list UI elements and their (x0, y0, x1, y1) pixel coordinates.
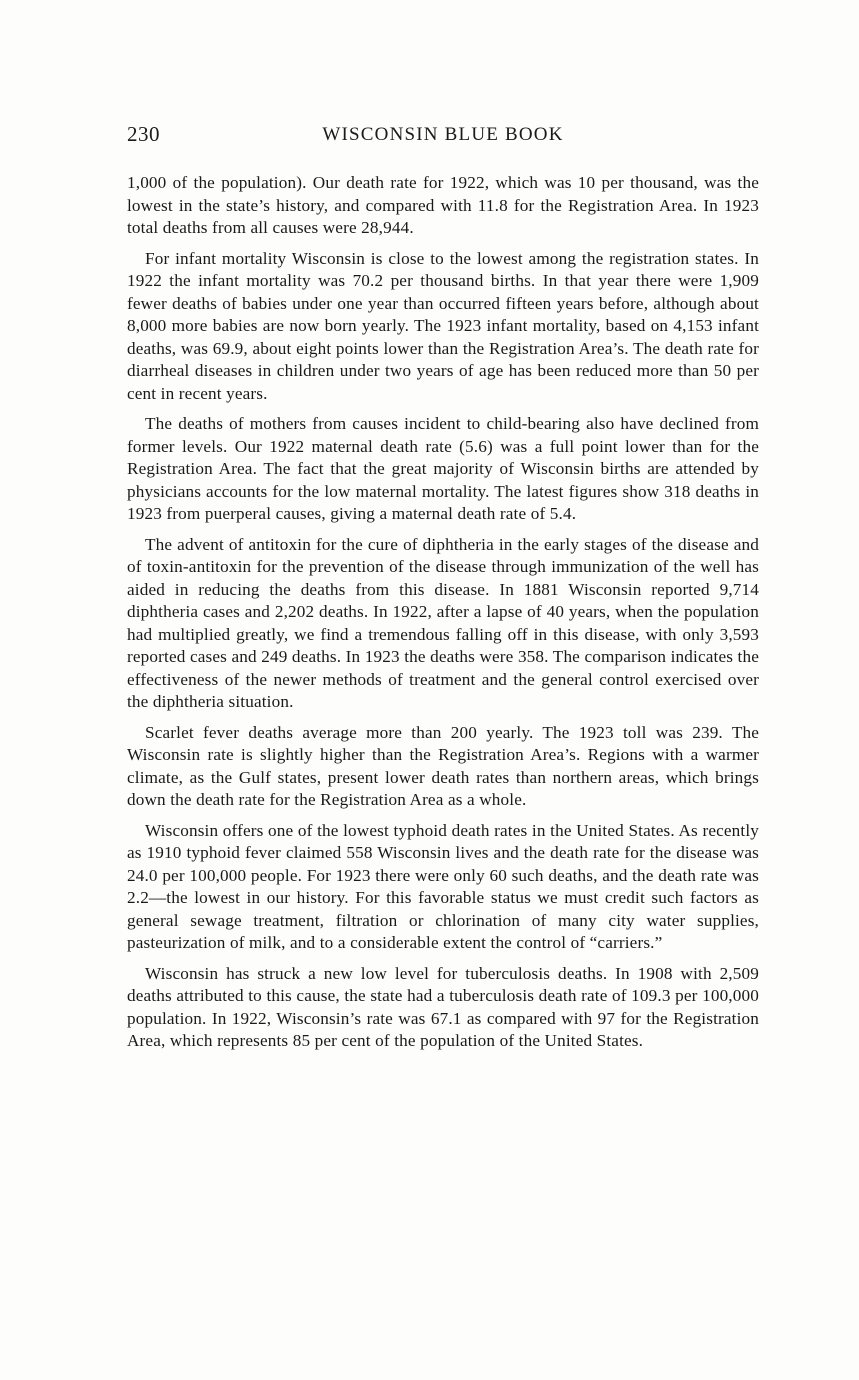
body-text (127, 172, 759, 1061)
page-number: 230 (127, 122, 160, 146)
book-title: WISCONSIN BLUE BOOK (322, 124, 564, 145)
paragraph-infant-mortality: For infant mortality Wisconsin is close to the lowest among the registration states. In 1922 the infant mortality was 70.2 per thousand births. In that year there were 1,909 fewer deaths of babies under one year than occurred fifteen years before, although about 8,000 more babies are now born yearly. The 1923 infant mortality, based on 4,153 infant deaths, was 69.9, about eight points lower than the Registration Area’s. The death rate for diarrheal diseases in children under two years of age has been reduced more than 50 per cent in recent years. (127, 248, 759, 403)
paragraph-scarlet-fever: Scarlet fever deaths average more than 200 yearly. The 1923 toll was 239. The Wisconsin rate is slightly higher than the Registration Area’s. Regions with a warmer climate, as the Gulf states, present lower death rates than northern areas, which brings down the death rate for the Registration Area as a whole. (127, 722, 759, 809)
paragraph-death-rate: 1,000 of the population). Our death rate for 1922, which was 10 per thousand, was the lowest in the state’s history, and compared with 11.8 for the Registration Area. In 1923 total deaths from all causes were 28,944. (127, 173, 759, 237)
running-head (127, 122, 759, 150)
paragraph-typhoid: Wisconsin offers one of the lowest typhoid death rates in the United States. As recently as 1910 typhoid fever claimed 558 Wisconsin lives and the death rate for the disease was 24.0 per 100,000 people. For 1923 there were only 60 such deaths, and the death rate was 2.2—the lowest in our history. For this favorable status we must credit such factors as general sewage treatment, filtration or chlorination of many city water supplies, pasteurization of milk, and to a considerable extent the control of “carriers.” (127, 820, 759, 952)
paragraph-tuberculosis: Wisconsin has struck a new low level for tuberculosis deaths. In 1908 with 2,509 deaths attributed to this cause, the state had a tuberculosis death rate of 109.3 per 100,000 population. In 1922, Wisconsin’s rate was 67.1 as compared with 97 for the Registration Area, which represents 85 per cent of the population of the United States. (127, 963, 759, 1050)
paragraph-diphtheria: The advent of antitoxin for the cure of diphtheria in the early stages of the disease and of toxin-antitoxin for the prevention of the disease through immunization of the well has aided in reducing the deaths from this disease. In 1881 Wisconsin reported 9,714 diphtheria cases and 2,202 deaths. In 1922, after a lapse of 40 years, when the population had multiplied greatly, we find a tremendous falling off in this disease, with only 3,593 reported cases and 249 deaths. In 1923 the deaths were 358. The comparison indicates the effectiveness of the newer methods of treatment and the general control exercised over the diphtheria situation. (127, 534, 759, 711)
paragraph-maternal-mortality: The deaths of mothers from causes incident to child-bearing also have declined from former levels. Our 1922 maternal death rate (5.6) was a full point lower than for the Registration Area. The fact that the great majority of Wisconsin births are attended by physicians accounts for the low maternal mortality. The latest figures show 318 deaths in 1923 from puerperal causes, giving a maternal death rate of 5.4. (127, 414, 759, 523)
